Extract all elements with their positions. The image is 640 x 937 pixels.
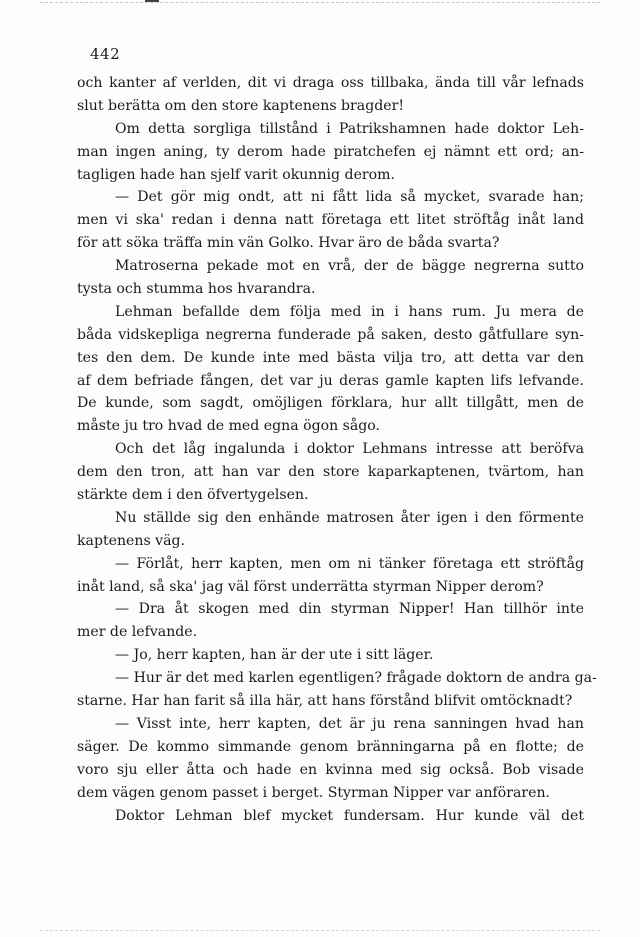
text-line: — Hur är det med karlen egentligen? frågade doktorn de andra ga- [115,670,597,687]
text-line: båda vidskepliga negrerna funderade på saken, desto gåtfullare syn- [77,326,584,343]
text-line: och kanter af verlden, dit vi draga oss tillbaka, ända till vår lefnads [77,75,584,91]
text-line: starne. Har han farit så illa här, att hans förstånd blifvit omtöcknadt? [77,693,573,710]
text-line: dem vägen genom passet i berget. Styrman Nipper var anföraren. [77,784,551,801]
text-line: stärkte dem i den öfvertygelsen. [77,487,309,504]
text-line: tysta och stumma hos hvarandra. [77,281,316,298]
text-line: Lehman befallde dem följa med in i hans rum. Ju mera de [115,303,584,320]
text-line: slut berätta om den store kaptenens bragder! [77,97,404,114]
bottom-edge-rule [40,930,600,931]
body-text [77,72,597,827]
text-line: dem den tron, att han var den store kaparkaptenen, tvärtom, han [77,464,584,481]
text-line: säger. De kommo simmande genom bränningarna på en flotte; de [77,738,584,755]
text-line: — Jo, herr kapten, han är der ute i sitt läger. [115,647,434,664]
text-line: måste ju tro hvad de med egna ögon sågo. [77,418,381,435]
text-line: mer de lefvande. [77,624,198,641]
text-line: tes den dem. De kunde inte med bästa vilja tro, att detta var den [77,349,584,366]
text-line: inåt land, så ska' jag väl först underrätta styrman Nipper derom? [77,578,544,595]
text-line: — Det gör mig ondt, att ni fått lida så mycket, svarade han; [115,189,584,206]
top-edge-rule [40,2,600,3]
text-line: af dem befriade fången, det var ju deras gamle kapten lifs lefvande. [77,372,584,389]
text-line: — Förlåt, herr kapten, men om ni tänker företaga ett ströftåg [115,555,584,572]
text-line: Matroserna pekade mot en vrå, der de bägge negrerna sutto [115,258,584,275]
text-line: — Dra åt skogen med din styrman Nipper! Han tillhör inte [115,601,584,618]
text-line: man ingen aning, ty derom hade piratchefen ej nämnt ett ord; an- [77,143,584,160]
text-line: voro sju eller åtta och hade en kvinna med sig också. Bob visade [77,761,584,778]
text-line: för att söka träffa min vän Golko. Hvar äro de båda svarta? [77,235,500,252]
text-line: tagligen hade han sjelf varit okunnig derom. [77,166,395,183]
text-line: kaptenens väg. [77,532,186,549]
text-line: Om detta sorgliga tillstånd i Patrikshamnen hade doktor Leh- [115,120,584,137]
text-line: men vi ska' redan i denna natt företaga ett litet ströftåg inåt land [77,212,584,229]
text-line: De kunde, som sagdt, omöjligen förklara, hur allt tillgått, men de [77,395,584,412]
text-line: Och det låg ingalunda i doktor Lehmans intresse att beröfva [115,441,584,458]
page-number: 442 [90,45,121,63]
text-line: Nu ställde sig den enhände matrosen åter igen i den förmente [115,509,584,526]
text-line: — Visst inte, herr kapten, det är ju rena sanningen hvad han [115,715,584,732]
text-line: Doktor Lehman blef mycket fundersam. Hur kunde väl det [115,807,584,824]
